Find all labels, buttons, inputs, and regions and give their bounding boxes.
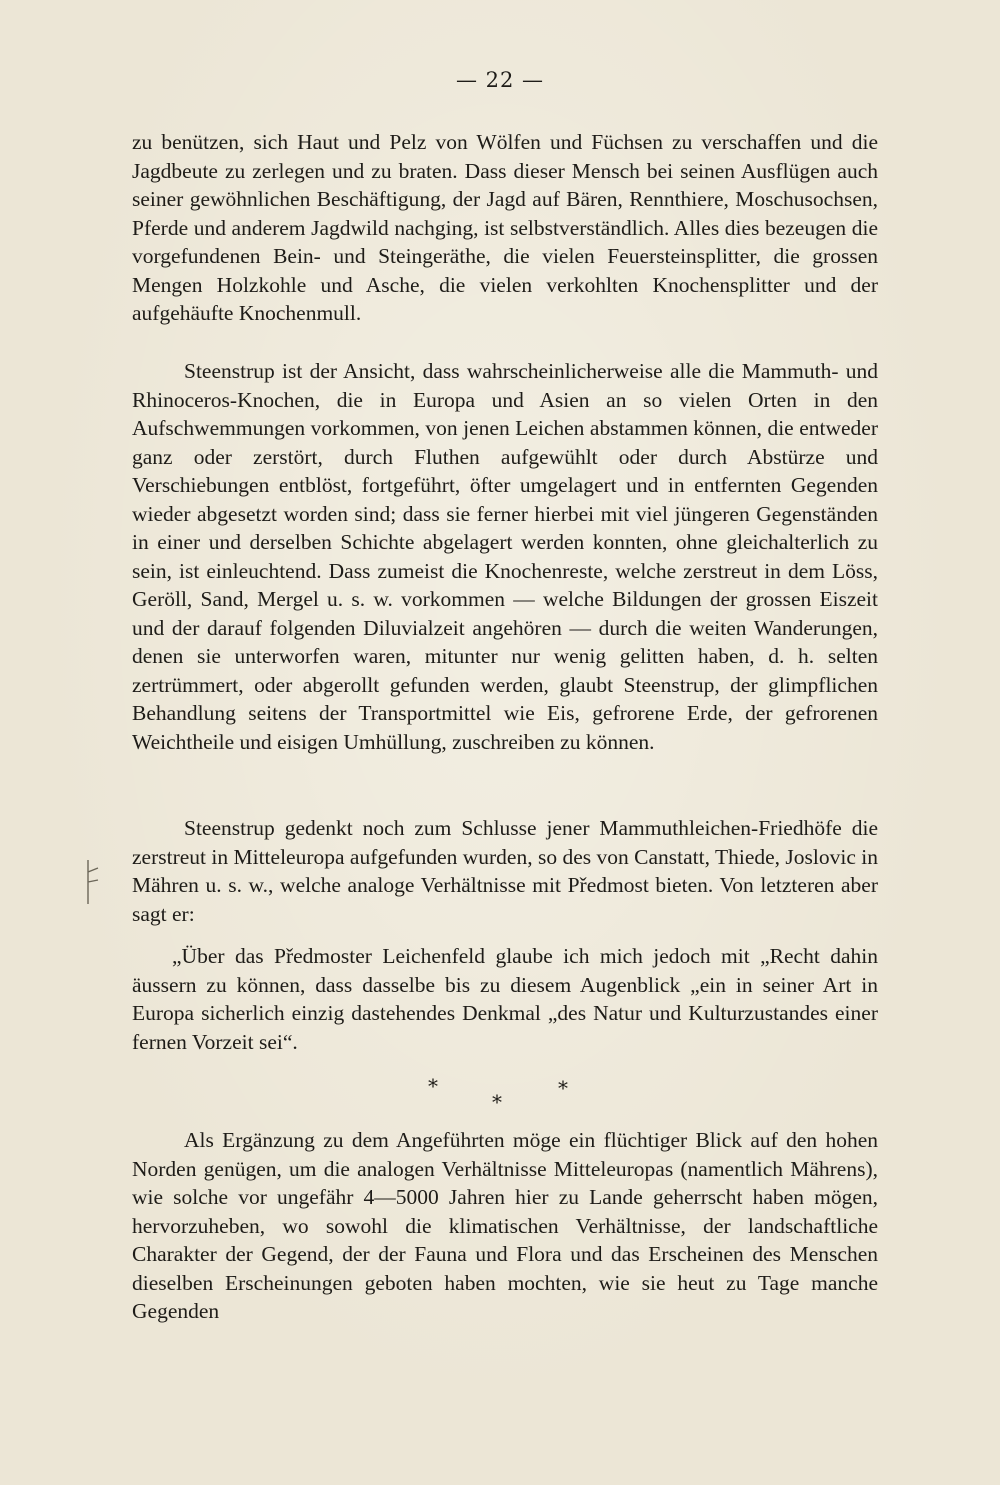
section-divider-asterism: [420, 1074, 580, 1114]
paragraph-continuation: [132, 128, 878, 328]
paragraph-text: Steenstrup gedenkt noch zum Schlusse jener Mammuthleichen-Friedhöfe die zerstreut in Mitteleuropa aufgefunden wurden, so des von Canstatt, Thiede, Joslovic in Mähren u. s. w., welche analoge Verhältnisse mit Předmost bieten. Von letzteren aber sagt er:: [132, 816, 878, 926]
paragraph-cemeteries: [132, 814, 878, 928]
page-number: — 22 —: [455, 68, 545, 92]
asterisk: *: [558, 1076, 568, 1100]
block-quote: [132, 942, 878, 1056]
asterisk: *: [492, 1090, 502, 1114]
quote-text: „Über das Předmoster Leichenfeld glaube ich mich jedoch mit „Recht dahin äussern zu können, dass dasselbe bis zu diesem Augenblick „ein in seiner Art in Europa sicherlich einzig dastehendes Denkmal „des Natur und Kulturzustandes einer fernen Vorzeit sei“.: [132, 944, 878, 1054]
paragraph-steenstrup-view: [132, 357, 878, 756]
asterisk: *: [428, 1074, 438, 1098]
paragraph-text: zu benützen, sich Haut und Pelz von Wölfen und Füchsen zu verschaffen und die Jagdbeute zu zerlegen und zu braten. Dass dieser Mensch bei seinen Ausflügen auch seiner gewöhnlichen Beschäftigung, der Jagd auf Bären, Rennthiere, Moschusochsen, Pferde und anderem Jagdwild nachging, ist selbstverständlich. Alles dies bezeugen die vorgefundenen Bein- und Steingeräthe, die vielen Feuersteinsplitter, die grossen Mengen Holzkohle und Asche, die vielen verkohlten Knochensplitter und der aufgehäufte Knochenmull.: [132, 130, 878, 325]
paragraph-text: Als Ergänzung zu dem Angeführten möge ein flüchtiger Blick auf den hohen Norden genügen, um die analogen Verhältnisse Mitteleuropas (namentlich Mährens), wie solche vor ungefähr 4—5000 Jahren hier zu Lande geherrscht haben mögen, hervorzuheben, wo sowohl die klimatischen Verhältnisse, der landschaftliche Charakter der Gegend, der der Fauna und Flora und das Erscheinen des Menschen dieselben Erscheinungen geboten haben mochten, wie sie heut zu Tage manche Gegenden: [132, 1128, 878, 1323]
paragraph-north: [132, 1126, 878, 1326]
margin-pencil-mark: [80, 858, 102, 906]
paragraph-text: Steenstrup ist der Ansicht, dass wahrscheinlicherweise alle die Mammuth- und Rhinoceros-Knochen, die in Europa und Asien an so vielen Orten in den Aufschwemmungen vorkommen, von jenen Leichen abstammen können, die entweder ganz oder zerstört, durch Fluthen aufgewühlt oder durch Abstürze und Verschiebungen entblöst, fortgeführt, öfter umgelagert und in entfernten Gegenden wieder abgesetzt worden sind; dass sie ferner hierbei mit viel jüngeren Gegenständen in einer und derselben Schichte abgelagert werden konnten, ohne gleichalterlich zu sein, ist einleuchtend. Dass zumeist die Knochenreste, welche zerstreut in dem Löss, Geröll, Sand, Mergel u. s. w. vorkommen — welche Bildungen der grossen Eiszeit und der darauf folgenden Diluvialzeit angehören — durch die weiten Wanderungen, denen sie unterworfen waren, mitunter nur wenig gelitten haben, d. h. selten zertrümmert, oder abgerollt gefunden werden, glaubt Steenstrup, der glimpflichen Behandlung seitens der Transportmittel wie Eis, gefrorene Erde, der gefrorenen Weichtheile und eisigen Umhüllung, zuschreiben zu können.: [132, 359, 878, 754]
